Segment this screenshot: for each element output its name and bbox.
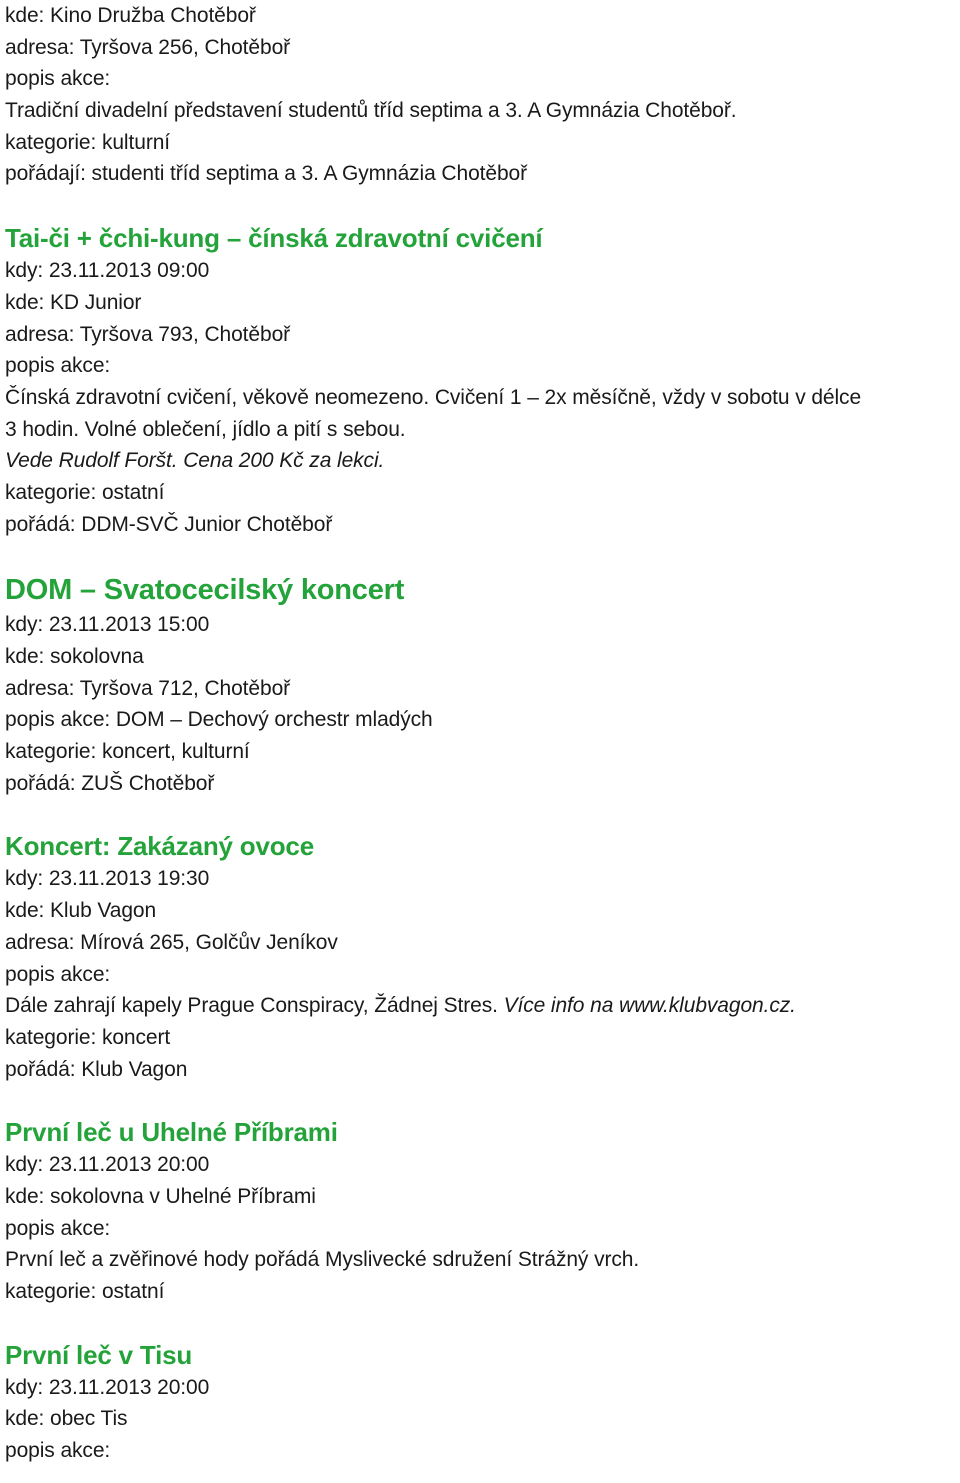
event-category: kategorie: ostatní [5,480,165,504]
event-zakazany-ovoce [5,829,960,1085]
event-organizer: pořádá: Klub Vagon [5,1057,188,1081]
event-title: První leč v Tisu [5,1339,193,1370]
event-date: kdy: 23.11.2013 15:00 [5,613,210,637]
event-tai-chi [5,221,960,540]
event-location: kde: KD Junior [5,290,142,314]
event-description-line: 3 hodin. Volné oblečení, jídlo a pití s sebou. [5,417,406,441]
event-organizer: pořádají: studenti tříd septima a 3. A Gymnázia Chotěboř [5,162,528,186]
event-location: kde: sokolovna [5,645,144,668]
spacer [5,799,960,829]
event-title: DOM – Svatocecilský koncert [5,574,405,607]
event-description-label: popis akce: [5,67,111,91]
event-location: kde: Klub Vagon [5,899,157,923]
event-address: adresa: Tyršova 793, Chotěboř [5,322,291,346]
event-description-label: popis akce: [5,962,111,986]
event-prvni-lec-uhelna-pribram [5,1115,960,1307]
event-title: Koncert: Zakázaný ovoce [5,831,314,862]
event-description-italic-text: Vede Rudolf Foršt. Cena 200 Kč za lekci. [5,449,385,473]
spacer [5,190,960,221]
event-description-italic-text: Více info na www.klubvagon.cz. [503,994,796,1018]
event-description-label: popis akce: [5,354,111,378]
event-dom-koncert [5,571,960,799]
event-description: popis akce: DOM – Dechový orchestr mladých [5,708,433,732]
event-intro [5,0,960,190]
event-location: kde: Kino Družba Chotěboř [5,4,256,27]
spacer [5,540,960,571]
event-organizer: pořádá: ZUŠ Chotěboř [5,771,215,795]
event-description: Tradiční divadelní představení studentů tříd septima a 3. A Gymnázia Chotěboř. [5,99,737,123]
event-description-label: popis akce: [5,1439,111,1463]
event-location: kde: obec Tis [5,1407,128,1431]
event-address: adresa: Tyršova 712, Chotěboř [5,676,291,700]
spacer [5,1085,960,1115]
event-address: adresa: Tyršova 256, Chotěboř [5,35,291,59]
event-date: kdy: 23.11.2013 19:30 [5,867,210,891]
event-date: kdy: 23.11.2013 20:00 [5,1375,210,1399]
event-description-line: Čínská zdravotní cvičení, věkově neomezeno. Cvičení 1 – 2x měsíčně, vždy v sobotu v délce [5,385,862,409]
event-description-italic [5,445,960,477]
event-title: První leč u Uhelné Příbrami [5,1117,338,1148]
spacer [5,1308,960,1338]
event-category: kategorie: ostatní [5,1280,165,1303]
event-description [5,990,960,1022]
event-prvni-lec-tis [5,1338,960,1467]
event-date: kdy: 23.11.2013 09:00 [5,259,210,283]
event-description-label: popis akce: [5,1216,111,1240]
event-title: Tai-či + čchi-kung – čínská zdravotní cvičení [5,223,543,254]
event-category: kategorie: koncert [5,1025,171,1049]
event-description-text: Dále zahrají kapely Prague Conspiracy, Žádnej Stres. [5,994,504,1018]
event-description: První leč a zvěřinové hody pořádá Myslivecké sdružení Strážný vrch. [5,1248,640,1272]
event-category: kategorie: koncert, kulturní [5,740,250,764]
event-organizer: pořádá: DDM-SVČ Junior Chotěboř [5,512,333,536]
event-date: kdy: 23.11.2013 20:00 [5,1153,210,1177]
event-location: kde: sokolovna v Uhelné Příbrami [5,1184,316,1208]
event-address: adresa: Mírová 265, Golčův Jeníkov [5,930,338,954]
event-category: kategorie: kulturní [5,130,171,154]
